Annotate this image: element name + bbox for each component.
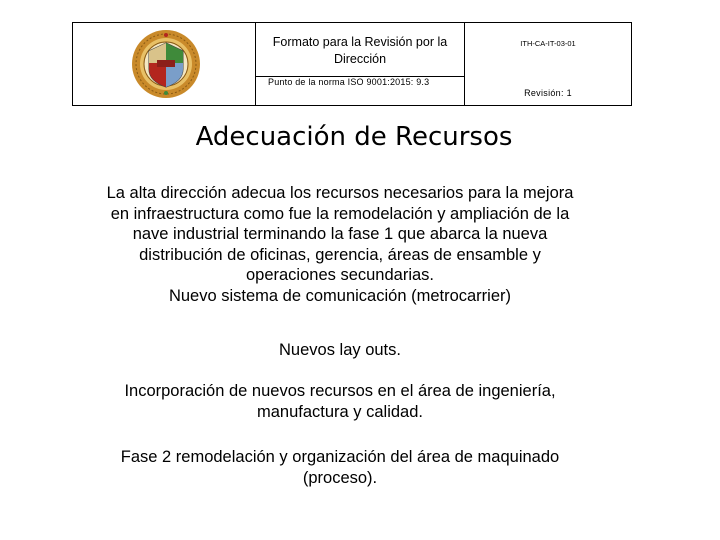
paragraph-layouts: [70, 340, 610, 361]
revision-number: Revisión: 1: [524, 88, 572, 98]
paragraph-phase-2: [70, 447, 610, 488]
logo-cell: [73, 23, 256, 105]
format-title: [256, 34, 464, 68]
text-line: Incorporación de nuevos recursos en el área de ingeniería,: [124, 382, 556, 400]
revision-cell: [465, 77, 631, 105]
institution-seal-logo: [131, 29, 201, 99]
text-line: nave industrial terminando la fase 1 que abarca la nueva: [132, 225, 548, 243]
format-title-cell: [256, 23, 465, 77]
text-line: Nuevo sistema de comunicación (metrocarrier): [168, 286, 512, 305]
text-line: operaciones secundarias.: [245, 266, 435, 284]
document-code: ITH-CA-IT-03-01: [520, 39, 576, 48]
text-line: manufactura y calidad.: [256, 402, 423, 421]
text-line: La alta dirección adecua los recursos necesarios para la mejora: [106, 184, 574, 202]
paragraph-resources: [70, 183, 610, 306]
document-header-table: [72, 22, 632, 106]
text-line: Nuevos lay outs.: [279, 341, 401, 359]
page-title: Adecuación de Recursos: [195, 122, 513, 152]
format-title-line: Formato para la Revisión por la: [272, 35, 448, 49]
text-line: en infraestructura como fue la remodelación y ampliación de la: [110, 204, 570, 223]
text-line: distribución de oficinas, gerencia, áreas de ensamble y: [139, 245, 541, 264]
code-cell: [465, 23, 631, 77]
norma-cell: [256, 77, 465, 105]
iso-norma-reference: Punto de la norma ISO 9001:2015: 9.3: [268, 77, 430, 87]
text-line: Fase 2 remodelación y organización del área de maquinado: [120, 448, 560, 466]
text-line: (proceso).: [302, 468, 378, 487]
paragraph-new-resources: [70, 381, 610, 422]
format-title-line: Dirección: [333, 52, 387, 66]
